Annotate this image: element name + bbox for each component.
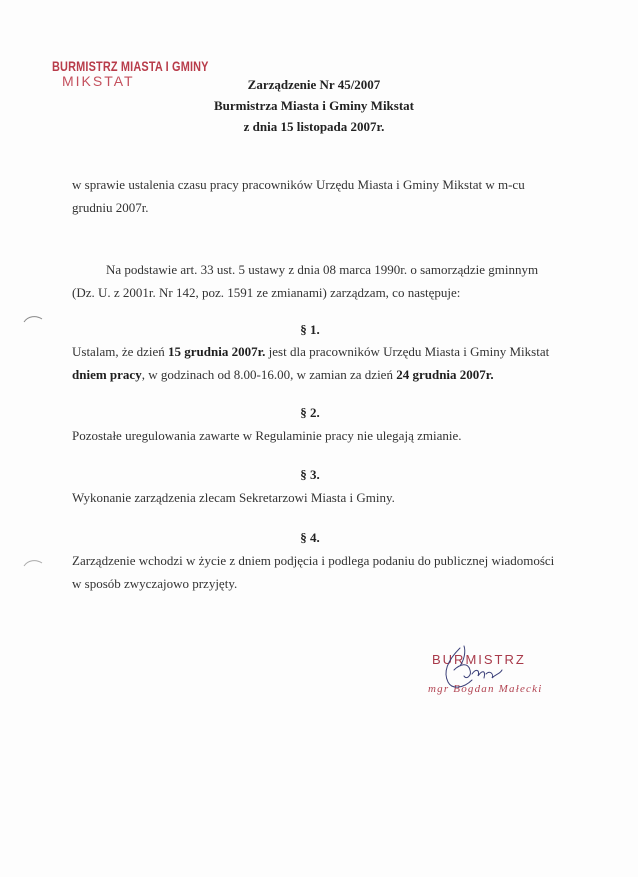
section-2-body [72, 424, 572, 447]
section-4-line-1: Zarządzenie wchodzi w życie z dniem podjęcia i podlega podaniu do publicznej wiadomości [72, 553, 555, 568]
subject-paragraph [72, 173, 572, 219]
section-1-line-2 [72, 363, 572, 386]
subject-line-2: grudniu 2007r. [72, 200, 149, 215]
section-4-line-2: w sposób zwyczajowo przyjęty. [72, 576, 238, 591]
stamp-office-town: MIKSTAT [62, 73, 135, 89]
document-header [0, 74, 638, 137]
signature-stamp-title: BURMISTRZ [432, 652, 526, 667]
section-1-date-bold: 24 grudnia 2007r. [396, 367, 494, 382]
handwritten-signature [420, 640, 520, 700]
section-1-line-1 [72, 340, 572, 363]
section-3-line-1: Wykonanie zarządzenia zlecam Sekretarzowi Miasta i Gminy. [72, 490, 395, 505]
section-1-text: , w godzinach od 8.00-16.00, w zamian za dzień [141, 367, 397, 382]
section-1-date-bold: 15 grudnia 2007r. [168, 344, 266, 359]
preamble-paragraph [72, 258, 572, 304]
section-2-heading: § 2. [300, 405, 320, 420]
section-1-workday-bold: dniem pracy [72, 367, 142, 382]
document-issuer: Burmistrza Miasta i Gminy Mikstat [213, 98, 415, 113]
preamble-line-2: (Dz. U. z 2001r. Nr 142, poz. 1591 ze zmianami) zarządzam, co następuje: [72, 285, 461, 300]
section-1-heading: § 1. [300, 322, 320, 337]
document-date: z dnia 15 listopada 2007r. [243, 119, 385, 134]
preamble-line-1: Na podstawie art. 33 ust. 5 ustawy z dnia 08 marca 1990r. o samorządzie gminnym [106, 262, 539, 277]
section-1-text: jest dla pracowników Urzędu Miasta i Gminy Mikstat [265, 344, 550, 359]
section-3-heading: § 3. [300, 467, 320, 482]
section-3-body [72, 486, 572, 509]
section-4-heading: § 4. [300, 530, 320, 545]
section-1-text: Ustalam, że dzień [72, 344, 169, 359]
section-1-body [72, 340, 572, 386]
stamp-office-title: BURMISTRZ MIASTA I GMINY [52, 58, 209, 74]
margin-mark [22, 556, 46, 570]
margin-mark [22, 312, 46, 326]
subject-line-1: w sprawie ustalenia czasu pracy pracowników Urzędu Miasta i Gminy Mikstat w m-cu [72, 177, 525, 192]
signature-stamp-name: mgr Bogdan Małecki [428, 683, 543, 695]
section-4-body [72, 549, 572, 595]
document-title: Zarządzenie Nr 45/2007 [247, 77, 381, 92]
section-2-line-1: Pozostałe uregulowania zawarte w Regulaminie pracy nie ulegają zmianie. [72, 428, 462, 443]
